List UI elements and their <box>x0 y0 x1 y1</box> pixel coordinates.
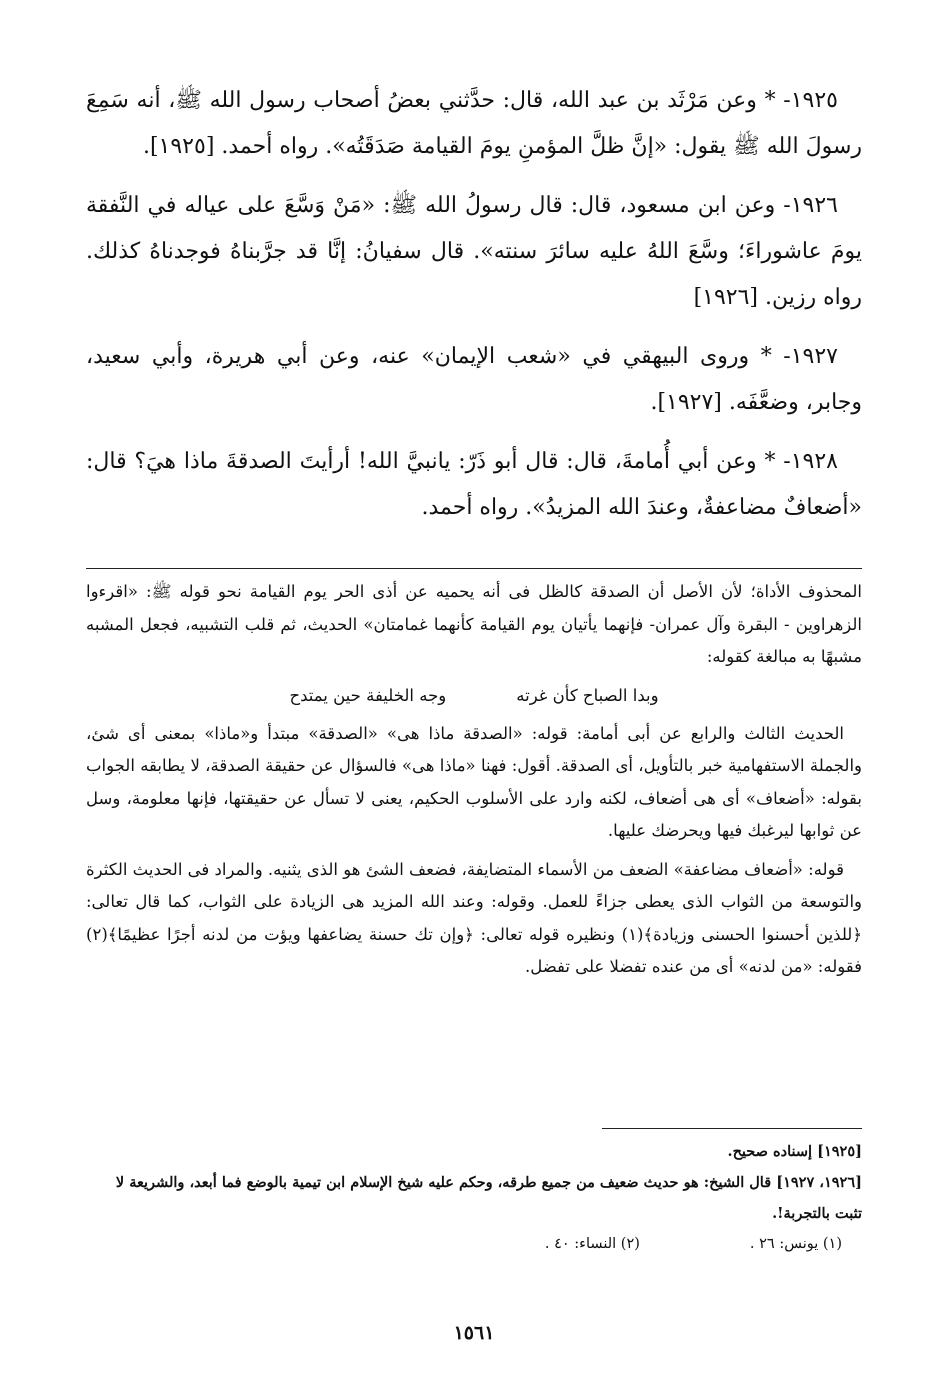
quran-reference: (٢) النساء: ٤٠ . <box>544 1236 640 1252</box>
footnote: [١٩٢٥] إسناده صحيح. <box>727 1143 862 1160</box>
footnote: [١٩٢٦، ١٩٢٧] قال الشيخ: هو حديث ضعيف من جميع طرقه، وحكم عليه شيخ الإسلام ابن تيمية بالوضع فما أبعد، والشريعة لا تثبت بالتجربة!. <box>115 1174 862 1222</box>
commentary-paragraph: الحديث الثالث والرابع عن أبى أمامة: قوله: «الصدقة ماذا هى» «الصدقة» مبتدأ و«ماذا» بمعنى أى شئ، والجملة الاستفهامية خبر بالتأويل، أى الصدقة. أقول: فهنا «ماذا هى» فالسؤال عن حقيقة الصدقة، لا يطابقه الجواب بقوله: «أضعاف» أى هى أضعاف، لكنه وارد على الأسلوب الحكيم، يعنى لا تسأل عن حقيقتها، فإنها معلومة، وسل عن ثوابها ليرغبك فيها ويحرضك عليها. <box>86 723 862 840</box>
hadith-1927: ١٩٢٧- * وروى البيهقي في «شعب الإيمان» عنه، وعن أبي هريرة، وأبي سعيد، وجابر، وضعَّفَه. [١٩٢٧]. <box>86 344 862 415</box>
commentary-paragraph: قوله: «أضعاف مضاعفة» الضعف من الأسماء المتضايفة، فضعف الشئ هو الذى يثنيه. والمراد فى الحديث الكثرة والتوسعة من الثواب الذى يعطى جزاءً للعمل. وقوله: وعند الله المزيد هى الزيادة على الثواب، كما قال تعالى: ﴿للذين أحسنوا الحسنى وزيادة﴾(١) ونظيره قوله تعالى: ﴿وإن تك حسنة يضاعفها ويؤت من لدنه أجرًا عظيمًا﴾(٢) فقوله: «من لدنه» أى من عنده تفضلا على تفضل. <box>85 859 862 976</box>
commentary-paragraph: المحذوف الأداة؛ لأن الأصل أن الصدقة كالظل فى أنه يحميه عن أذى الحر يوم القيامة نحو قوله ﷺ: «اقرءوا الزهراوين - البقرة وآل عمران- فإنهما يأتيان يوم القيامة كأنهما غمامتان» الحديث، ثم قلب التشبيه، فجعل المشبه مشبهًا به مبالغة كقوله: <box>86 582 862 666</box>
page-number: ١٥٦١ <box>453 1322 495 1344</box>
quran-references <box>86 1229 862 1259</box>
verse-second-hemistich: وجه الخليفة حين يمتدح <box>289 685 447 705</box>
commentary-section <box>86 576 862 990</box>
hadith-1925: ١٩٢٥- * وعن مَرْثَد بن عبد الله، قال: حدَّثني بعضُ أصحاب رسول الله ﷺ، أنه سَمِعَ رسولَ الله ﷺ يقول: «إنَّ ظلَّ المؤمنِ يومَ القيامة صَدَقَتُه». رواه أحمد. [١٩٢٥]. <box>86 88 862 159</box>
footnotes <box>86 1136 862 1259</box>
hadith-1928: ١٩٢٨- * وعن أبي أُمامةَ، قال: قال أبو ذَرّ: يانبيَّ الله! أرأيتَ الصدقةَ ماذا هيَ؟ قال: «أضعافٌ مضاعفةٌ، وعندَ الله المزيدُ». رواه أحمد. <box>86 449 862 520</box>
verse <box>86 680 862 712</box>
footnote-divider <box>602 1128 862 1129</box>
hadith-1926: ١٩٢٦- وعن ابن مسعود، قال: قال رسولُ الله ﷺ: «مَنْ وَسَّعَ على عياله في النَّفقة يومَ عاشوراءَ؛ وسَّعَ اللهُ عليه سائرَ سنته». قال سفيانُ: إنَّا قد جرَّبناهُ فوجدناهُ كذلك. رواه رزين. [١٩٢٦] <box>86 193 862 310</box>
hadith-section <box>86 78 862 544</box>
verse-first-hemistich: وبدا الصباح كأن غرته <box>516 685 659 705</box>
quran-reference: (١) يونس: ٢٦ . <box>749 1236 842 1252</box>
commentary-divider <box>86 568 862 569</box>
